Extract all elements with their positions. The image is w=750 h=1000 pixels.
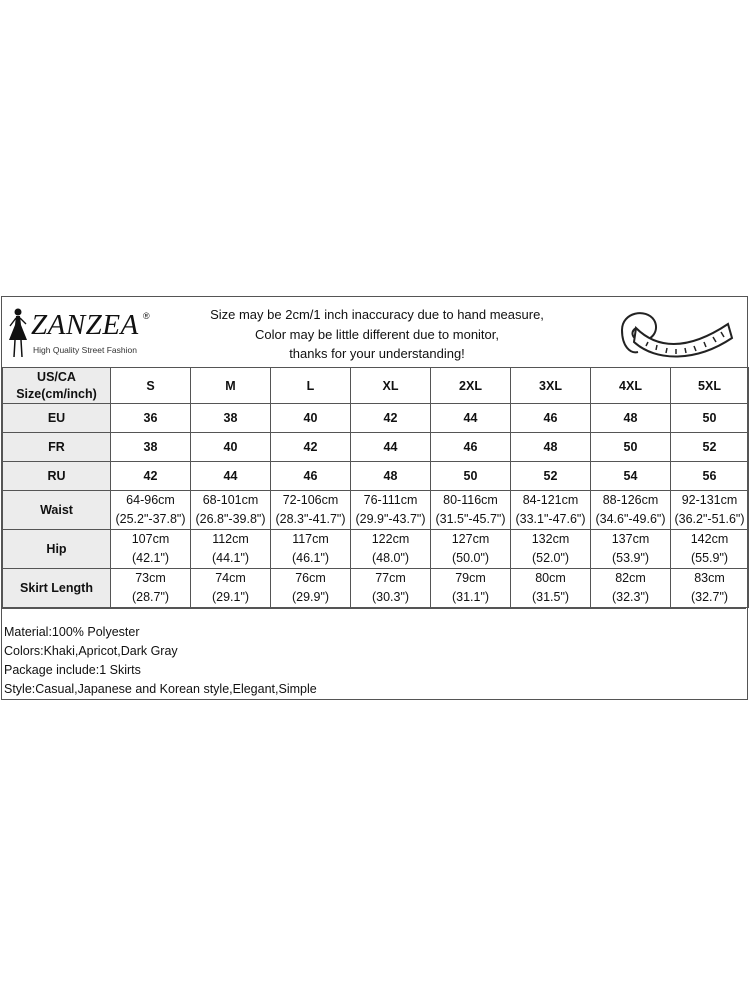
- table-cell: [511, 569, 591, 608]
- table-cell: 44: [191, 462, 271, 491]
- cm-value: 122cm: [371, 532, 410, 546]
- table-cell: [671, 530, 749, 569]
- note-line: Color may be little different due to monitor,: [255, 326, 499, 342]
- table-cell: [191, 491, 271, 530]
- row-label: Skirt Length: [3, 569, 111, 608]
- table-cell: [271, 530, 351, 569]
- registered-mark: ®: [143, 311, 150, 321]
- table-cell: 40: [271, 404, 351, 433]
- brand-logo: [6, 305, 166, 361]
- table-cell: 44: [351, 433, 431, 462]
- brand-name: ZANZEA: [31, 309, 139, 341]
- style-text: Style:Casual,Japanese and Korean style,Elegant,Simple: [4, 682, 317, 696]
- cm-value: 76cm: [295, 571, 326, 585]
- inch-value: (26.8"-39.8"): [195, 512, 266, 526]
- row-label: Hip: [3, 530, 111, 569]
- cm-value: 79cm: [455, 571, 486, 585]
- inch-value: (31.5"-45.7"): [435, 512, 506, 526]
- cm-value: 80cm: [535, 571, 566, 585]
- cm-value: 77cm: [375, 571, 406, 585]
- inch-value: (44.1"): [211, 551, 250, 565]
- table-cell: 56: [671, 462, 749, 491]
- size-label: 5XL: [671, 368, 749, 404]
- table-cell: [431, 530, 511, 569]
- table-cell: [591, 569, 671, 608]
- table-cell: 36: [111, 404, 191, 433]
- row-label: FR: [3, 433, 111, 462]
- inch-value: (55.9"): [690, 551, 729, 565]
- ru-row: [3, 462, 749, 491]
- cm-value: 82cm: [615, 571, 646, 585]
- inch-value: (52.0"): [531, 551, 570, 565]
- row-label: RU: [3, 462, 111, 491]
- size-label: 3XL: [511, 368, 591, 404]
- table-cell: 48: [351, 462, 431, 491]
- size-header-row: [3, 368, 749, 404]
- table-cell: [431, 569, 511, 608]
- corner-label: US/CA: [37, 369, 76, 384]
- cm-value: 117cm: [292, 532, 329, 546]
- waist-row: [3, 491, 749, 530]
- table-cell: 52: [511, 462, 591, 491]
- note-line: thanks for your understanding!: [289, 346, 465, 361]
- table-cell: [511, 530, 591, 569]
- table-cell: [271, 569, 351, 608]
- inch-value: (28.3"-41.7"): [275, 512, 346, 526]
- inch-value: (46.1"): [291, 551, 330, 565]
- table-cell: 50: [431, 462, 511, 491]
- cm-value: 142cm: [690, 532, 729, 546]
- table-cell: 52: [671, 433, 749, 462]
- inch-value: (28.7"): [131, 590, 170, 604]
- cm-value: 92-131cm: [681, 493, 738, 507]
- size-label: M: [191, 368, 271, 404]
- eu-row: [3, 404, 749, 433]
- cm-value: 72-106cm: [282, 493, 339, 507]
- chart-header: [2, 297, 747, 368]
- row-label: EU: [3, 404, 111, 433]
- table-cell: [111, 569, 191, 608]
- table-cell: 42: [111, 462, 191, 491]
- table-cell: [511, 491, 591, 530]
- inch-value: (42.1"): [131, 551, 170, 565]
- inch-value: (36.2"-51.6"): [674, 512, 745, 526]
- table-cell: 48: [511, 433, 591, 462]
- colors-text: Colors:Khaki,Apricot,Dark Gray: [4, 644, 178, 658]
- table-cell: 40: [191, 433, 271, 462]
- size-label: L: [271, 368, 351, 404]
- cm-value: 107cm: [131, 532, 170, 546]
- corner-label: Size(cm/inch): [16, 386, 97, 401]
- table-cell: 46: [511, 404, 591, 433]
- cm-value: 132cm: [531, 532, 570, 546]
- inch-value: (31.5"): [531, 590, 570, 604]
- table-cell: [191, 530, 271, 569]
- product-details: [2, 608, 746, 701]
- size-label: XL: [351, 368, 431, 404]
- table-cell: [431, 491, 511, 530]
- table-cell: [111, 530, 191, 569]
- size-label: 4XL: [591, 368, 671, 404]
- size-label: 2XL: [431, 368, 511, 404]
- table-cell: 50: [591, 433, 671, 462]
- table-cell: 50: [671, 404, 749, 433]
- inch-value: (53.9"): [611, 551, 650, 565]
- table-cell: 38: [111, 433, 191, 462]
- inch-value: (29.9"): [291, 590, 330, 604]
- fr-row: [3, 433, 749, 462]
- inch-value: (30.3"): [371, 590, 410, 604]
- measure-note: [187, 305, 567, 364]
- table-cell: 38: [191, 404, 271, 433]
- note-line: Size may be 2cm/1 inch inaccuracy due to hand measure,: [210, 307, 544, 322]
- row-label: Waist: [3, 491, 111, 530]
- cm-value: 137cm: [611, 532, 650, 546]
- cm-value: 64-96cm: [126, 493, 175, 507]
- measuring-tape-icon: [616, 302, 736, 362]
- inch-value: (34.6"-49.6"): [595, 512, 666, 526]
- table-cell: [351, 569, 431, 608]
- cm-value: 112cm: [212, 532, 249, 546]
- cm-value: 83cm: [694, 571, 725, 585]
- inch-value: (32.7"): [690, 590, 729, 604]
- cm-value: 88-126cm: [602, 493, 659, 507]
- table-cell: [271, 491, 351, 530]
- table-cell: 48: [591, 404, 671, 433]
- cm-value: 84-121cm: [522, 493, 579, 507]
- inch-value: (29.9"-43.7"): [355, 512, 426, 526]
- table-cell: [191, 569, 271, 608]
- brand-tagline: High Quality Street Fashion: [33, 345, 137, 355]
- hip-row: [3, 530, 749, 569]
- inch-value: (32.3"): [611, 590, 650, 604]
- table-cell: [671, 569, 749, 608]
- inch-value: (31.1"): [451, 590, 490, 604]
- cm-value: 73cm: [135, 571, 166, 585]
- cm-value: 74cm: [215, 571, 246, 585]
- table-cell: 46: [431, 433, 511, 462]
- inch-value: (33.1"-47.6"): [515, 512, 586, 526]
- table-cell: [351, 491, 431, 530]
- size-label: S: [111, 368, 191, 404]
- package-text: Package include:1 Skirts: [4, 663, 141, 677]
- cm-value: 127cm: [451, 532, 490, 546]
- table-cell: [591, 530, 671, 569]
- table-cell: 42: [271, 433, 351, 462]
- inch-value: (29.1"): [211, 590, 250, 604]
- inch-value: (25.2"-37.8"): [115, 512, 186, 526]
- size-table: [2, 367, 749, 608]
- table-cell: 46: [271, 462, 351, 491]
- skirt-length-row: [3, 569, 749, 608]
- inch-value: (50.0"): [451, 551, 490, 565]
- table-cell: [591, 491, 671, 530]
- table-cell: [351, 530, 431, 569]
- table-cell: 54: [591, 462, 671, 491]
- size-chart: [1, 296, 748, 700]
- table-cell: 42: [351, 404, 431, 433]
- material-text: Material:100% Polyester: [4, 625, 140, 639]
- cm-value: 68-101cm: [202, 493, 259, 507]
- fashion-figure-icon: [6, 307, 30, 359]
- corner-cell: [3, 368, 111, 404]
- inch-value: (48.0"): [371, 551, 410, 565]
- table-cell: 44: [431, 404, 511, 433]
- cm-value: 80-116cm: [443, 493, 498, 507]
- table-cell: [671, 491, 749, 530]
- cm-value: 76-111cm: [363, 493, 418, 507]
- table-cell: [111, 491, 191, 530]
